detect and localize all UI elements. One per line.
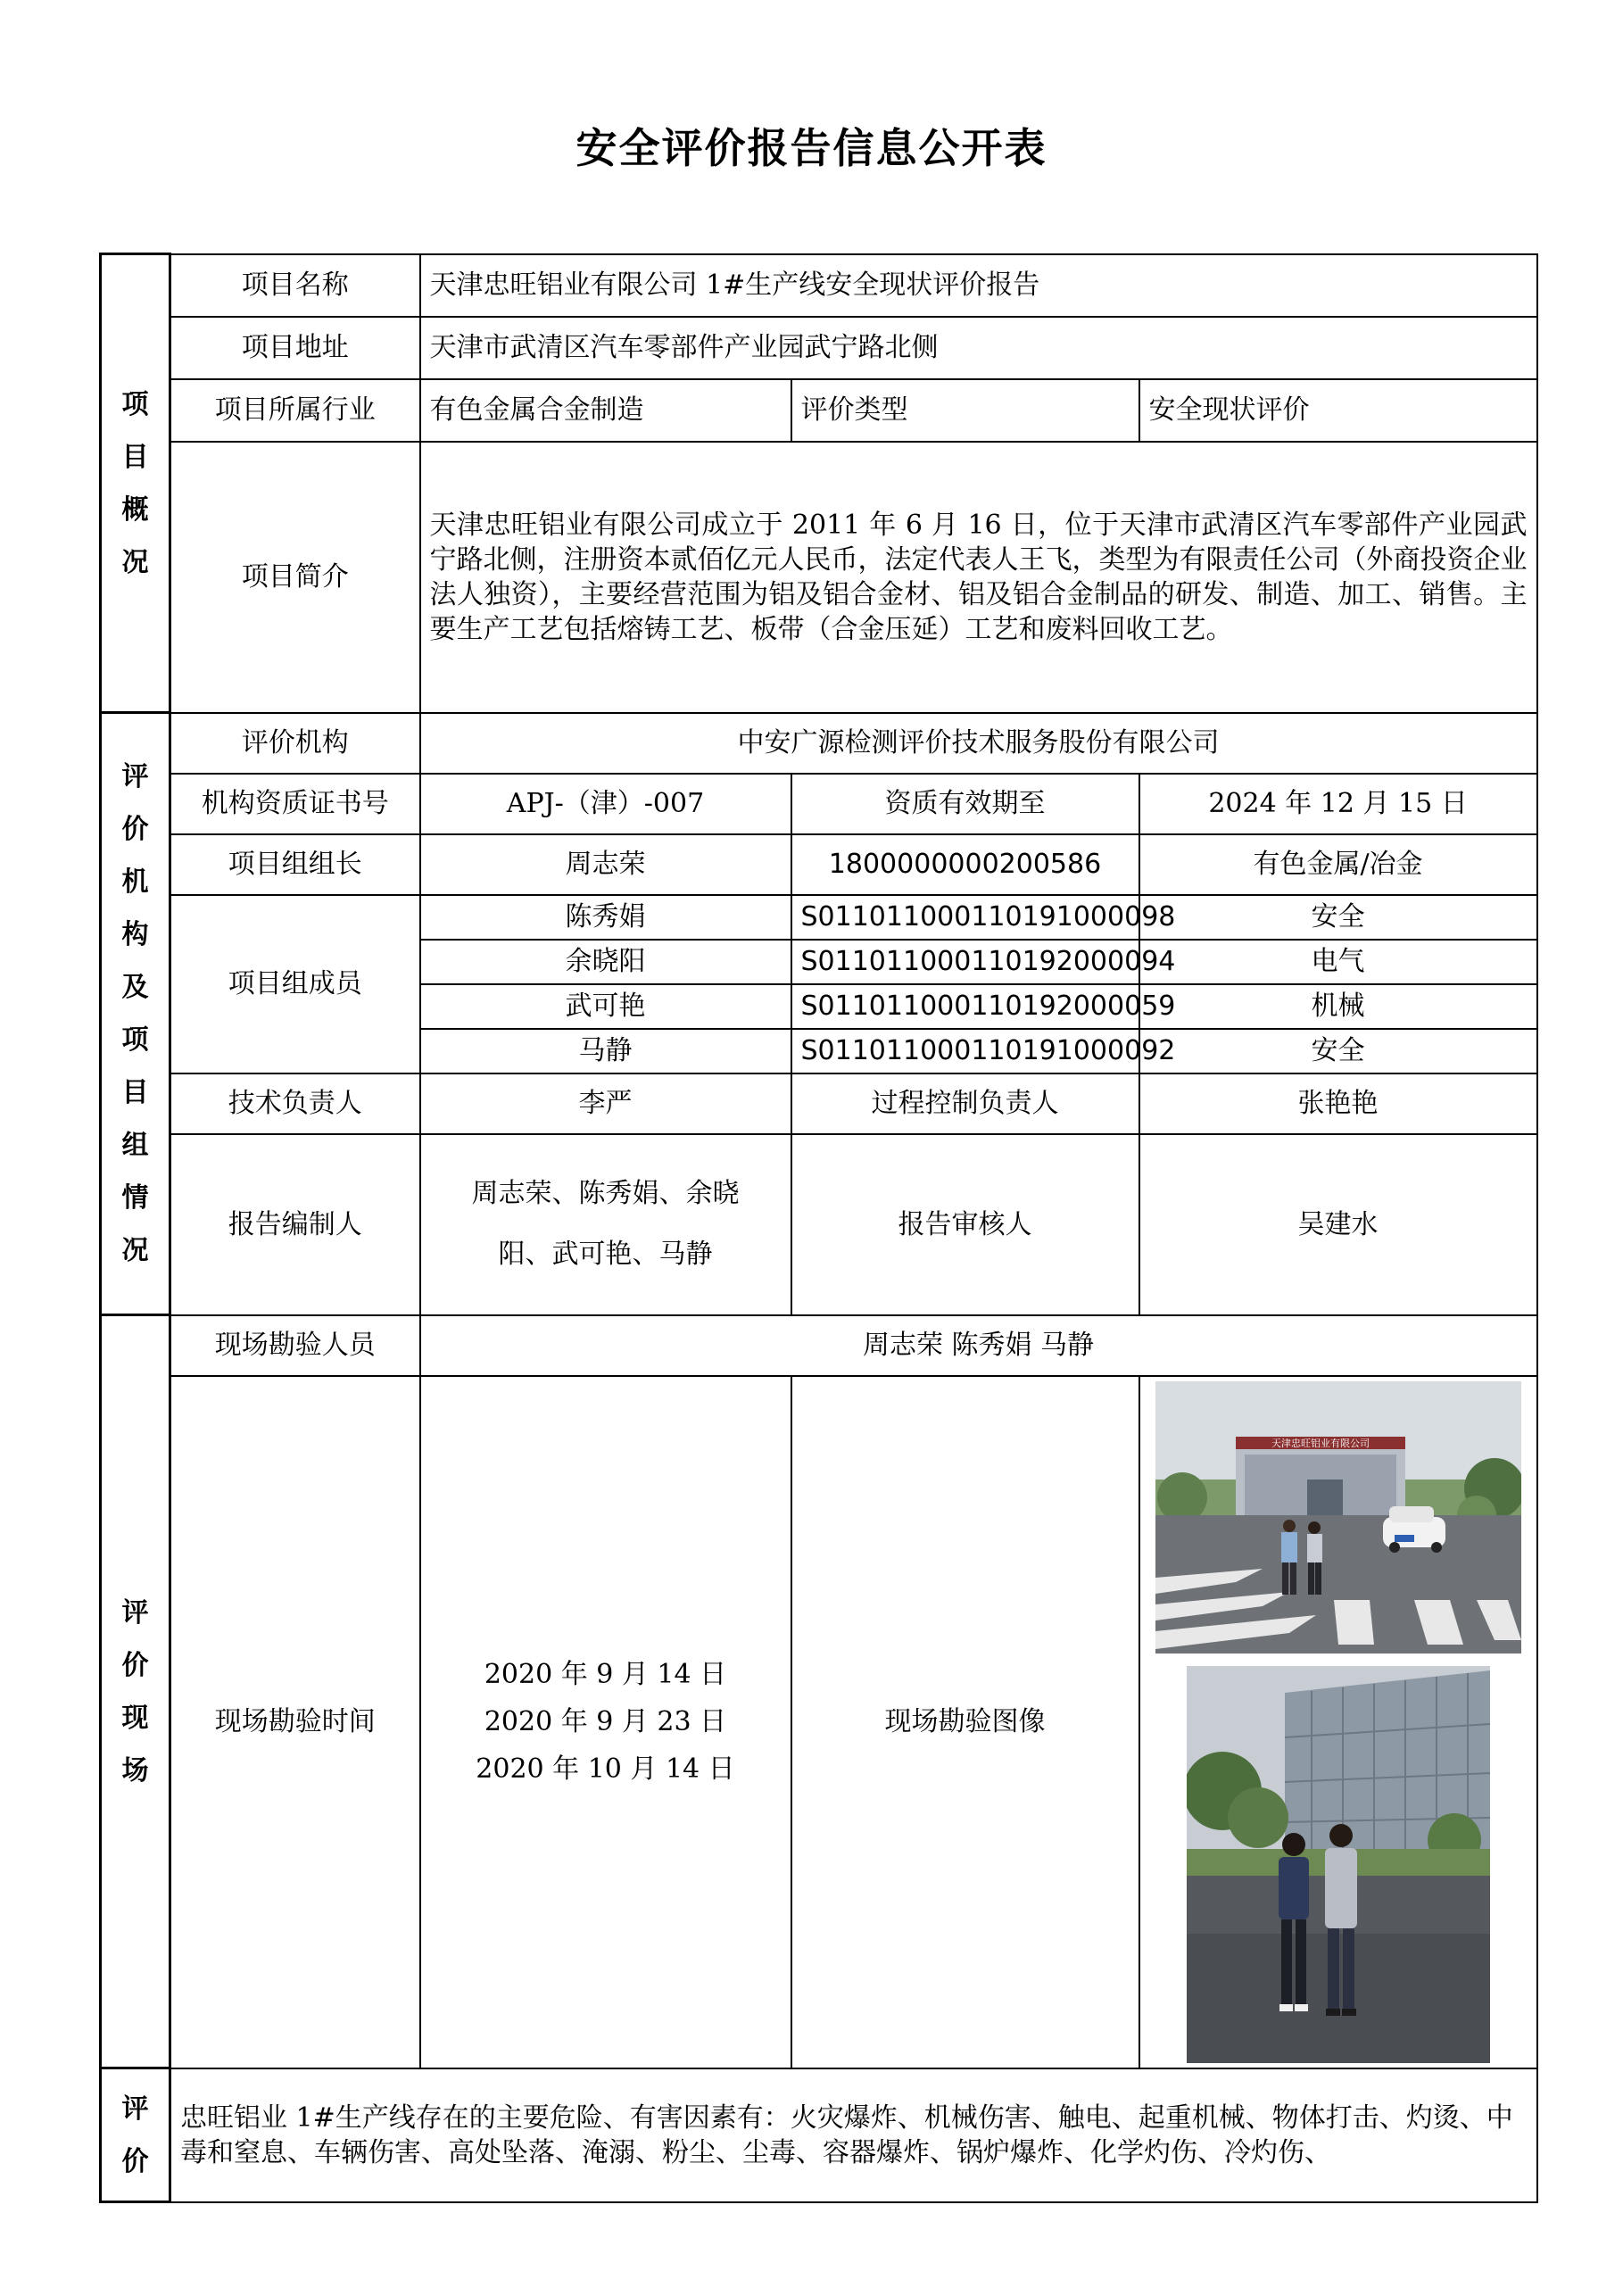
agency-value: 中安广源检测评价技术服务股份有限公司 (420, 713, 1537, 774)
evaluation-section-label: 评 价 (101, 2068, 170, 2202)
member-field: 机械 (1139, 984, 1537, 1029)
cert-value: APJ-（津）-007 (420, 774, 791, 834)
member-name: 马静 (420, 1029, 791, 1073)
leader-name: 周志荣 (420, 834, 791, 895)
site-date: 2020 年 10 月 14 日 (476, 1753, 735, 1785)
building-sign: 天津忠旺铝业有限公司 (1271, 1437, 1370, 1449)
page-title: 安全评价报告信息公开表 (576, 124, 1047, 172)
process-lead-value: 张艳艳 (1139, 1073, 1537, 1134)
agency-label: 评价机构 (170, 713, 420, 774)
site-staff-label: 现场勘验人员 (170, 1315, 420, 1376)
project-address-label: 项目地址 (170, 317, 420, 379)
overview-section-label: 项 目 概 况 (101, 254, 170, 713)
project-intro-label: 项目简介 (170, 442, 420, 713)
valid-label: 资质有效期至 (791, 774, 1139, 834)
eval-type-label: 评价类型 (791, 379, 1139, 442)
project-name-label: 项目名称 (170, 254, 420, 317)
member-cert: S011011000110192000094 (791, 940, 1139, 984)
member-cert: S011011000110192000059 (791, 984, 1139, 1029)
reviewer-label: 报告审核人 (791, 1134, 1139, 1315)
reviewer-value: 吴建水 (1139, 1134, 1537, 1315)
member-field: 电气 (1139, 940, 1537, 984)
leader-cert: 1800000000200586 (791, 834, 1139, 895)
member-field: 安全 (1139, 1029, 1537, 1073)
site-date: 2020 年 9 月 23 日 (484, 1706, 727, 1737)
member-cert: S011011000110191000092 (791, 1029, 1139, 1073)
valid-value: 2024 年 12 月 15 日 (1139, 774, 1537, 834)
member-name: 余晓阳 (420, 940, 791, 984)
site-photos (1139, 1376, 1537, 2068)
member-name: 陈秀娟 (420, 895, 791, 940)
project-name-value: 天津忠旺铝业有限公司 1#生产线安全现状评价报告 (420, 254, 1537, 317)
cert-label: 机构资质证书号 (170, 774, 420, 834)
members-label: 项目组成员 (170, 895, 420, 1073)
member-field: 安全 (1139, 895, 1537, 940)
industry-value: 有色金属合金制造 (420, 379, 791, 442)
process-lead-label: 过程控制负责人 (791, 1073, 1139, 1134)
site-photo-building (1187, 1666, 1490, 2063)
eval-type-value: 安全现状评价 (1139, 379, 1537, 442)
info-table (99, 253, 1538, 2203)
project-address-value: 天津市武清区汽车零部件产业园武宁路北侧 (420, 317, 1537, 379)
site-image-label: 现场勘验图像 (791, 1376, 1139, 2068)
site-dates (420, 1376, 791, 2068)
site-time-label: 现场勘验时间 (170, 1376, 420, 2068)
site-section-label: 评 价 现 场 (101, 1315, 170, 2068)
evaluation-text: 忠旺铝业 1#生产线存在的主要危险、有害因素有：火灾爆炸、机械伤害、触电、起重机械、物体打击、灼烫、中毒和窒息、车辆伤害、高处坠落、淹溺、粉尘、尘毒、容器爆炸、锅炉爆炸、化学灼伤、冷灼伤、 (170, 2068, 1537, 2202)
member-cert: S011011000110191000098 (791, 895, 1139, 940)
site-photo-entrance (1155, 1381, 1521, 1654)
site-date: 2020 年 9 月 14 日 (484, 1659, 727, 1690)
project-intro-text: 天津忠旺铝业有限公司成立于 2011 年 6 月 16 日，位于天津市武清区汽车零部件产业园武宁路北侧，注册资本贰佰亿元人民币，法定代表人王飞，类型为有限责任公司（外商投资企业法人独资），主要经营范围为铝及铝合金材、铝及铝合金制品的研发、制造、加工、销售。主要生产工艺包括熔铸工艺、板带（合金压延）工艺和废料回收工艺。 (420, 442, 1537, 713)
author-value: 周志荣、陈秀娟、余晓阳、武可艳、马静 (420, 1134, 791, 1315)
author-label: 报告编制人 (170, 1134, 420, 1315)
site-staff-value: 周志荣 陈秀娟 马静 (420, 1315, 1537, 1376)
industry-label: 项目所属行业 (170, 379, 420, 442)
leader-field: 有色金属/冶金 (1139, 834, 1537, 895)
leader-label: 项目组组长 (170, 834, 420, 895)
agency-section-label: 评 价 机 构 及 项 目 组 情 况 (101, 713, 170, 1315)
tech-lead-label: 技术负责人 (170, 1073, 420, 1134)
member-name: 武可艳 (420, 984, 791, 1029)
tech-lead-value: 李严 (420, 1073, 791, 1134)
